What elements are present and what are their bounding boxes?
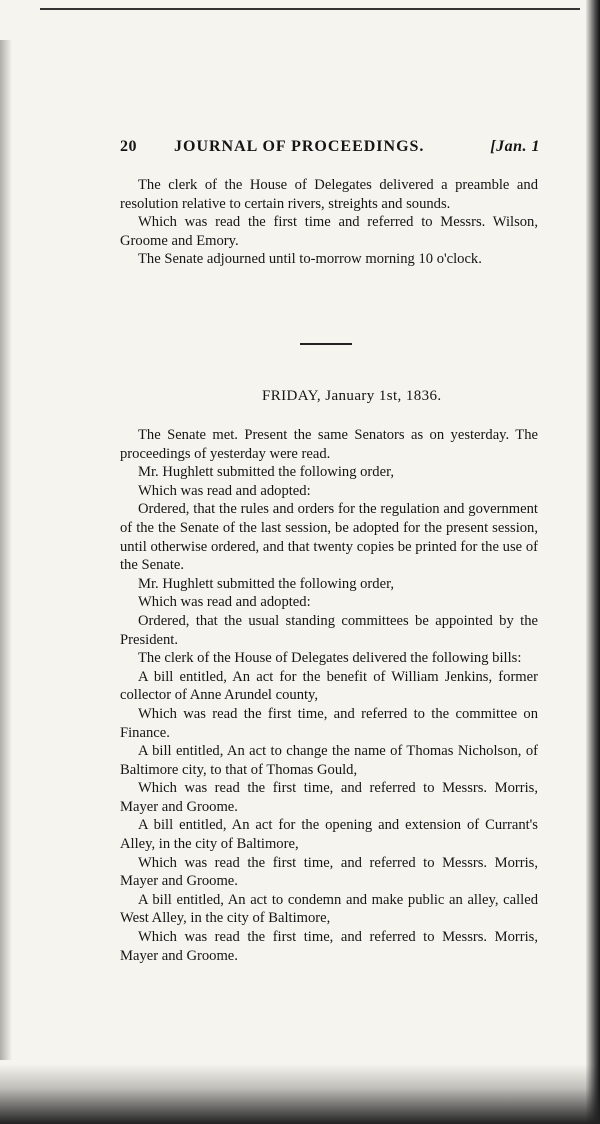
page-top-edge: [40, 0, 580, 10]
paragraph: Which was read the first time, and referred to Messrs. Morris, Mayer and Groome.: [120, 780, 538, 815]
paragraph: Ordered, that the usual standing committees be appointed by the President.: [120, 612, 538, 648]
paragraph: Mr. Hughlett submitted the following order,: [138, 575, 394, 592]
page-bottom-edge: [0, 1064, 600, 1124]
section-divider: [300, 343, 352, 345]
section-two: [120, 426, 538, 965]
paragraph: Mr. Hughlett submitted the following order,: [138, 464, 394, 481]
paragraph: A bill entitled, An act for the benefit of William Jenkins, former collector of Anne Arundel county,: [120, 668, 538, 704]
paragraph: Which was read the first time, and referred to Messrs. Morris, Mayer and Groome.: [120, 929, 538, 964]
paragraph: Which was read the first time, and referred to the committee on Finance.: [120, 705, 538, 741]
date-tab: [Jan. 1: [490, 138, 540, 155]
paragraph: Which was read the first time, and referred to Messrs. Morris, Mayer and Groome.: [120, 854, 538, 890]
page-left-shadow: [0, 40, 12, 1060]
paragraph: A bill entitled, An act to change the name of Thomas Nicholson, of Baltimore city, to that of Thomas Gould,: [120, 743, 538, 778]
paragraph: Which was read the first time and referred to Messrs. Wilson, Groome and Emory.: [120, 214, 538, 249]
page-number: 20: [120, 138, 137, 155]
paragraph: The clerk of the House of Delegates delivered a preamble and resolution relative to certain rivers, streights and sounds.: [120, 177, 538, 212]
paragraph: Which was read and adopted:: [138, 482, 311, 499]
day-heading: FRIDAY, January 1st, 1836.: [262, 388, 442, 404]
page-right-edge: [586, 0, 600, 1124]
section-one: [120, 176, 538, 269]
paragraph: A bill entitled, An act for the opening and extension of Currant's Alley, in the city of Baltimore,: [120, 817, 538, 853]
paragraph: The Senate met. Present the same Senators as on yesterday. The proceedings of yesterday were read.: [120, 427, 538, 462]
paragraph: A bill entitled, An act to condemn and make public an alley, called West Alley, in the city of Baltimore,: [120, 891, 538, 927]
paragraph: The clerk of the House of Delegates delivered the following bills:: [138, 650, 522, 667]
page-header: [120, 138, 540, 166]
paragraph: Which was read and adopted:: [138, 594, 311, 611]
paragraph: The Senate adjourned until to-morrow morning 10 o'clock.: [138, 251, 482, 268]
running-title: JOURNAL OF PROCEEDINGS.: [174, 138, 425, 155]
paragraph: Ordered, that the rules and orders for the regulation and government of the the Senate of the last session, be adopted for the present session, until otherwise ordered, and that twenty copies be printed for the use of the Senate.: [120, 501, 538, 574]
